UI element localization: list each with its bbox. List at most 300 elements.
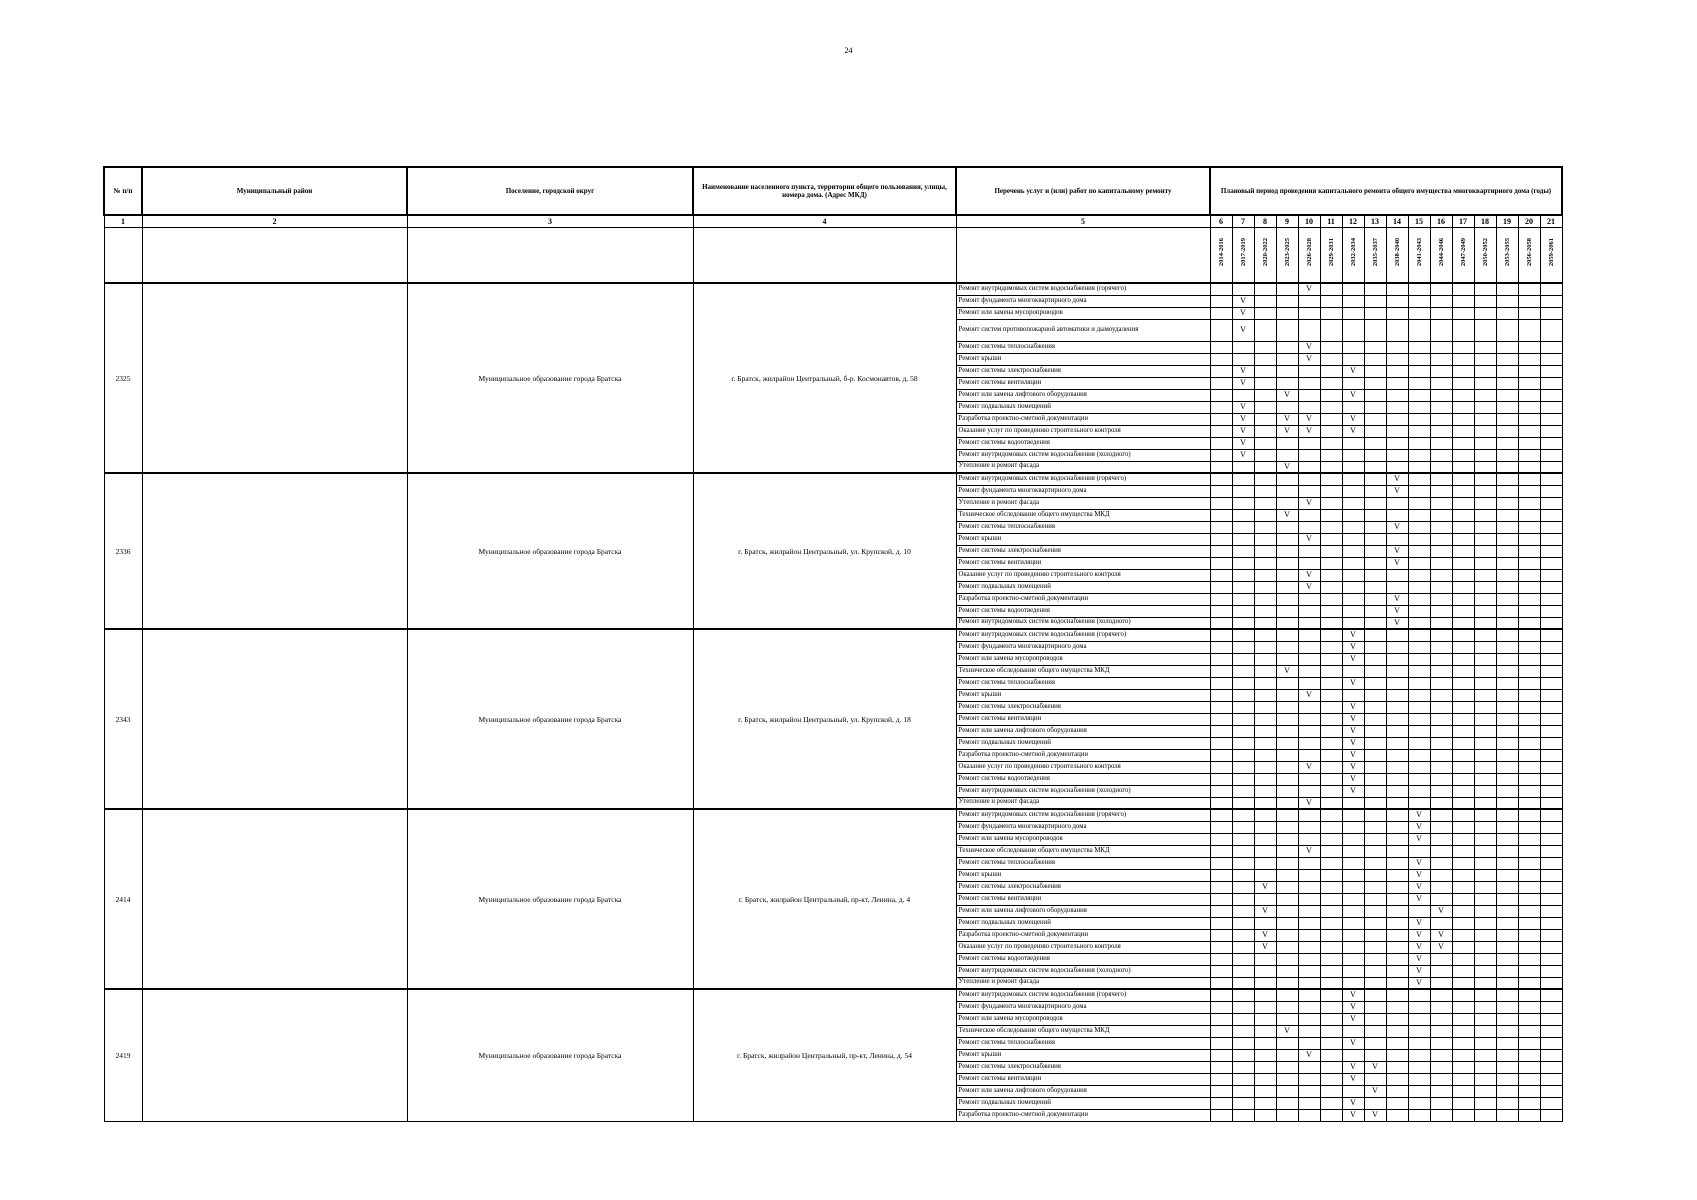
period-cell	[1408, 545, 1430, 557]
period-cell	[1364, 377, 1386, 389]
period-cell	[1430, 833, 1452, 845]
period-cell	[1430, 689, 1452, 701]
period-cell	[1474, 917, 1496, 929]
period-cell	[1496, 557, 1518, 569]
period-cell	[1364, 833, 1386, 845]
planned-mark: V	[1298, 797, 1320, 809]
period-cell	[1518, 341, 1540, 353]
period-cell	[1342, 617, 1364, 629]
period-cell	[1430, 365, 1452, 377]
period-cell	[1254, 785, 1276, 797]
work-name: Техническое обследование общего имущества МКД	[956, 1025, 1210, 1037]
period-cell	[1496, 425, 1518, 437]
period-cell	[1232, 641, 1254, 653]
period-cell	[1474, 953, 1496, 965]
period-cell	[1364, 653, 1386, 665]
period-cell	[1232, 605, 1254, 617]
period-cell	[1320, 953, 1342, 965]
period-cell	[1496, 641, 1518, 653]
planned-mark: V	[1342, 785, 1364, 797]
period-cell	[1298, 1037, 1320, 1049]
planned-mark: V	[1408, 809, 1430, 821]
period-cell	[1518, 629, 1540, 641]
period-cell	[1474, 797, 1496, 809]
work-name: Ремонт крыши	[956, 353, 1210, 365]
period-header: 2056-2058	[1518, 227, 1540, 283]
period-cell	[1364, 473, 1386, 485]
period-cell	[1364, 581, 1386, 593]
period-cell	[1276, 977, 1298, 989]
planned-mark: V	[1364, 1109, 1386, 1121]
period-cell	[1408, 689, 1430, 701]
period-cell	[1276, 809, 1298, 821]
planned-mark: V	[1408, 881, 1430, 893]
period-cell	[1408, 509, 1430, 521]
column-number: 11	[1320, 215, 1342, 227]
period-cell	[1364, 1001, 1386, 1013]
period-cell	[1452, 977, 1474, 989]
period-cell	[1430, 989, 1452, 1001]
period-cell	[1320, 509, 1342, 521]
period-cell	[1386, 319, 1408, 341]
period-cell	[1364, 809, 1386, 821]
period-cell	[1254, 725, 1276, 737]
period-cell	[1474, 821, 1496, 833]
period-cell	[1254, 1049, 1276, 1061]
period-cell	[1254, 641, 1276, 653]
planned-mark: V	[1298, 533, 1320, 545]
period-cell	[1518, 737, 1540, 749]
period-cell	[1408, 1013, 1430, 1025]
period-cell	[1276, 713, 1298, 725]
period-cell	[1408, 533, 1430, 545]
column-number: 8	[1254, 215, 1276, 227]
period-cell	[1518, 545, 1540, 557]
period-cell	[1518, 821, 1540, 833]
period-cell	[1320, 617, 1342, 629]
period-cell	[1342, 1085, 1364, 1097]
period-cell	[1430, 797, 1452, 809]
period-cell	[1364, 497, 1386, 509]
period-cell	[1430, 917, 1452, 929]
period-cell	[1496, 1109, 1518, 1121]
period-cell	[1342, 1049, 1364, 1061]
period-cell	[1210, 713, 1232, 725]
period-cell	[1254, 545, 1276, 557]
period-cell	[1452, 713, 1474, 725]
period-cell	[1276, 737, 1298, 749]
period-cell	[1518, 977, 1540, 989]
period-cell	[1254, 533, 1276, 545]
period-cell	[1276, 473, 1298, 485]
work-name: Ремонт фундамента многоквартирного дома	[956, 1001, 1210, 1013]
work-name: Ремонт внутридомовых систем водоснабжения (горячего)	[956, 989, 1210, 1001]
work-name: Ремонт системы вентиляции	[956, 377, 1210, 389]
period-cell	[1298, 509, 1320, 521]
period-cell	[1298, 881, 1320, 893]
period-cell	[1232, 941, 1254, 953]
planned-mark: V	[1342, 761, 1364, 773]
period-cell	[1342, 929, 1364, 941]
period-cell	[1496, 605, 1518, 617]
period-cell	[1496, 809, 1518, 821]
period-cell	[1474, 605, 1496, 617]
period-cell	[1364, 1049, 1386, 1061]
period-cell	[1386, 965, 1408, 977]
period-cell	[1386, 881, 1408, 893]
period-cell	[1474, 509, 1496, 521]
period-cell	[1298, 665, 1320, 677]
period-cell	[1452, 929, 1474, 941]
period-cell	[1386, 1013, 1408, 1025]
period-cell	[1496, 701, 1518, 713]
period-cell	[1254, 341, 1276, 353]
period-cell	[1518, 1025, 1540, 1037]
period-cell	[1342, 881, 1364, 893]
period-cell	[1210, 295, 1232, 307]
period-cell	[1298, 1025, 1320, 1037]
period-cell	[1540, 1085, 1562, 1097]
period-cell	[1210, 319, 1232, 341]
period-cell	[1408, 521, 1430, 533]
work-row	[104, 629, 1562, 641]
period-cell	[1408, 497, 1430, 509]
period-cell	[1254, 365, 1276, 377]
period-cell	[1408, 1061, 1430, 1073]
planned-mark: V	[1298, 497, 1320, 509]
planned-mark: V	[1430, 905, 1452, 917]
period-cell	[1276, 1073, 1298, 1085]
period-cell	[1452, 989, 1474, 1001]
period-cell	[1496, 449, 1518, 461]
period-cell	[1320, 929, 1342, 941]
period-header: 2029-2031	[1320, 227, 1342, 283]
period-cell	[1320, 365, 1342, 377]
period-cell	[1430, 557, 1452, 569]
period-cell	[1364, 533, 1386, 545]
period-cell	[1232, 1001, 1254, 1013]
period-cell	[1518, 497, 1540, 509]
planned-mark: V	[1364, 1061, 1386, 1073]
period-cell	[1474, 283, 1496, 295]
planned-mark: V	[1342, 773, 1364, 785]
period-cell	[1408, 581, 1430, 593]
planned-mark: V	[1386, 593, 1408, 605]
period-cell	[1408, 749, 1430, 761]
period-cell	[1540, 557, 1562, 569]
period-cell	[1430, 341, 1452, 353]
planned-mark: V	[1232, 413, 1254, 425]
planned-mark: V	[1386, 485, 1408, 497]
period-cell	[1342, 485, 1364, 497]
period-cell	[1276, 701, 1298, 713]
period-cell	[1276, 1013, 1298, 1025]
period-cell	[1540, 509, 1562, 521]
planned-mark: V	[1408, 857, 1430, 869]
period-cell	[1254, 389, 1276, 401]
period-cell	[1298, 701, 1320, 713]
planned-mark: V	[1342, 989, 1364, 1001]
period-cell	[1496, 1049, 1518, 1061]
period-cell	[1518, 989, 1540, 1001]
period-cell	[1474, 1037, 1496, 1049]
period-cell	[1496, 1097, 1518, 1109]
period-cell	[1298, 893, 1320, 905]
period-cell	[1518, 449, 1540, 461]
period-cell	[1276, 437, 1298, 449]
period-cell	[1452, 353, 1474, 365]
period-cell	[1540, 307, 1562, 319]
period-cell	[1518, 593, 1540, 605]
period-cell	[1386, 1049, 1408, 1061]
work-name: Разработка проектно-сметной документации	[956, 929, 1210, 941]
period-cell	[1518, 461, 1540, 473]
period-cell	[1276, 557, 1298, 569]
period-cell	[1342, 953, 1364, 965]
period-cell	[1430, 857, 1452, 869]
period-cell	[1540, 377, 1562, 389]
period-cell	[1276, 857, 1298, 869]
period-cell	[1452, 857, 1474, 869]
period-cell	[1320, 797, 1342, 809]
period-cell	[1430, 665, 1452, 677]
period-cell	[1408, 761, 1430, 773]
period-cell	[1474, 1001, 1496, 1013]
period-cell	[1452, 821, 1474, 833]
period-cell	[1342, 341, 1364, 353]
period-cell	[1496, 377, 1518, 389]
work-name: Ремонт подвальных помещений	[956, 1097, 1210, 1109]
period-cell	[1210, 1025, 1232, 1037]
period-cell	[1518, 953, 1540, 965]
period-cell	[1276, 605, 1298, 617]
period-cell	[1298, 605, 1320, 617]
work-name: Ремонт или замена лифтового оборудования	[956, 1085, 1210, 1097]
period-cell	[1210, 653, 1232, 665]
period-cell	[1364, 905, 1386, 917]
building-address: г. Братск, жилрайон Центральный, пр-кт, Ленина, д. 4	[693, 809, 956, 989]
period-cell	[1276, 629, 1298, 641]
planned-mark: V	[1276, 389, 1298, 401]
period-cell	[1430, 1085, 1452, 1097]
period-cell	[1320, 665, 1342, 677]
period-cell	[1474, 1013, 1496, 1025]
column-number: 6	[1210, 215, 1232, 227]
work-name: Ремонт внутридомовых систем водоснабжения (горячего)	[956, 809, 1210, 821]
period-cell	[1386, 283, 1408, 295]
period-cell	[1276, 341, 1298, 353]
period-cell	[1452, 629, 1474, 641]
period-cell	[1320, 761, 1342, 773]
period-cell	[1210, 773, 1232, 785]
period-cell	[1364, 557, 1386, 569]
period-cell	[1342, 319, 1364, 341]
work-row	[104, 809, 1562, 821]
period-cell	[1474, 413, 1496, 425]
work-name: Ремонт или замена лифтового оборудования	[956, 905, 1210, 917]
period-cell	[1474, 377, 1496, 389]
period-cell	[1496, 893, 1518, 905]
period-cell	[1452, 1013, 1474, 1025]
period-cell	[1254, 401, 1276, 413]
period-cell	[1232, 1109, 1254, 1121]
period-cell	[1320, 713, 1342, 725]
period-cell	[1298, 965, 1320, 977]
header-district: Муниципальный район	[142, 167, 407, 215]
period-cell	[1254, 629, 1276, 641]
period-cell	[1320, 557, 1342, 569]
period-cell	[1452, 341, 1474, 353]
period-cell	[1298, 977, 1320, 989]
building-settlement: Муниципальное образование города Братска	[407, 989, 693, 1121]
period-cell	[1496, 833, 1518, 845]
period-cell	[1518, 319, 1540, 341]
period-cell	[1232, 1025, 1254, 1037]
period-cell	[1298, 401, 1320, 413]
period-cell	[1364, 977, 1386, 989]
period-cell	[1518, 557, 1540, 569]
period-cell	[1232, 521, 1254, 533]
period-cell	[1342, 605, 1364, 617]
period-cell	[1452, 283, 1474, 295]
period-cell	[1474, 617, 1496, 629]
period-cell	[1320, 869, 1342, 881]
page-number: 24	[844, 46, 853, 55]
planned-mark: V	[1254, 905, 1276, 917]
period-cell	[1320, 449, 1342, 461]
period-cell	[1364, 929, 1386, 941]
period-cell	[1298, 725, 1320, 737]
period-cell	[1540, 893, 1562, 905]
period-cell	[1276, 533, 1298, 545]
work-name: Ремонт подвальных помещений	[956, 917, 1210, 929]
period-cell	[1232, 725, 1254, 737]
period-cell	[1452, 413, 1474, 425]
period-cell	[1276, 377, 1298, 389]
work-name: Разработка проектно-сметной документации	[956, 593, 1210, 605]
period-cell	[1430, 1073, 1452, 1085]
period-cell	[1408, 319, 1430, 341]
period-cell	[1386, 341, 1408, 353]
period-cell	[1210, 641, 1232, 653]
period-cell	[1364, 425, 1386, 437]
period-cell	[1430, 1025, 1452, 1037]
period-cell	[1408, 413, 1430, 425]
planned-mark: V	[1232, 365, 1254, 377]
work-name: Утепление и ремонт фасада	[956, 461, 1210, 473]
period-cell	[1232, 773, 1254, 785]
period-cell	[1386, 497, 1408, 509]
planned-mark: V	[1342, 1013, 1364, 1025]
period-cell	[1540, 977, 1562, 989]
period-cell	[1210, 953, 1232, 965]
planned-mark: V	[1342, 653, 1364, 665]
period-cell	[1496, 401, 1518, 413]
period-cell	[1452, 521, 1474, 533]
period-cell	[1540, 569, 1562, 581]
work-name: Ремонт внутридомовых систем водоснабжения (горячего)	[956, 629, 1210, 641]
period-header: 2014-2016	[1210, 227, 1232, 283]
period-cell	[1430, 809, 1452, 821]
period-cell	[1210, 869, 1232, 881]
period-cell	[1518, 581, 1540, 593]
period-cell	[1210, 307, 1232, 319]
period-cell	[1210, 893, 1232, 905]
period-cell	[1452, 881, 1474, 893]
period-cell	[1452, 917, 1474, 929]
period-cell	[1298, 319, 1320, 341]
planned-mark: V	[1408, 977, 1430, 989]
period-cell	[1320, 1025, 1342, 1037]
period-cell	[1518, 665, 1540, 677]
period-cell	[1386, 1097, 1408, 1109]
period-cell	[1540, 953, 1562, 965]
period-header: 2032-2034	[1342, 227, 1364, 283]
period-cell	[1276, 295, 1298, 307]
period-cell	[1496, 749, 1518, 761]
period-cell	[1342, 509, 1364, 521]
period-cell	[1364, 989, 1386, 1001]
period-cell	[1232, 821, 1254, 833]
period-cell	[1496, 1085, 1518, 1097]
period-cell	[1496, 341, 1518, 353]
period-cell	[1232, 581, 1254, 593]
period-cell	[1210, 941, 1232, 953]
period-cell	[1540, 905, 1562, 917]
planned-mark: V	[1408, 953, 1430, 965]
period-cell	[1518, 1001, 1540, 1013]
period-cell	[1254, 1013, 1276, 1025]
header-address: Наименование населенного пункта, территории общего пользования, улицы, номера дома. (Адрес МКД)	[693, 167, 956, 215]
period-cell	[1452, 689, 1474, 701]
period-cell	[1232, 1085, 1254, 1097]
work-name: Ремонт крыши	[956, 689, 1210, 701]
period-cell	[1452, 365, 1474, 377]
building-district	[142, 989, 407, 1121]
period-cell	[1298, 833, 1320, 845]
period-cell	[1430, 509, 1452, 521]
period-cell	[1496, 761, 1518, 773]
period-cell	[1320, 1037, 1342, 1049]
period-cell	[1518, 785, 1540, 797]
period-cell	[1298, 989, 1320, 1001]
work-name: Оказание услуг по проведению строительного контроля	[956, 425, 1210, 437]
period-cell	[1430, 319, 1452, 341]
period-cell	[1540, 449, 1562, 461]
period-cell	[1232, 689, 1254, 701]
period-cell	[1298, 365, 1320, 377]
period-cell	[1386, 1001, 1408, 1013]
period-cell	[1320, 533, 1342, 545]
period-cell	[1320, 785, 1342, 797]
period-cell	[1540, 857, 1562, 869]
period-cell	[1320, 581, 1342, 593]
period-cell	[1254, 1037, 1276, 1049]
period-header: 2041-2043	[1408, 227, 1430, 283]
period-cell	[1430, 353, 1452, 365]
column-number: 12	[1342, 215, 1364, 227]
period-cell	[1496, 773, 1518, 785]
period-cell	[1320, 1013, 1342, 1025]
period-cell	[1496, 665, 1518, 677]
building-number: 2325	[104, 283, 142, 473]
period-cell	[1254, 965, 1276, 977]
period-cell	[1474, 1085, 1496, 1097]
period-cell	[1232, 341, 1254, 353]
period-cell	[1298, 869, 1320, 881]
header-no: № п/п	[104, 167, 142, 215]
period-cell	[1496, 295, 1518, 307]
